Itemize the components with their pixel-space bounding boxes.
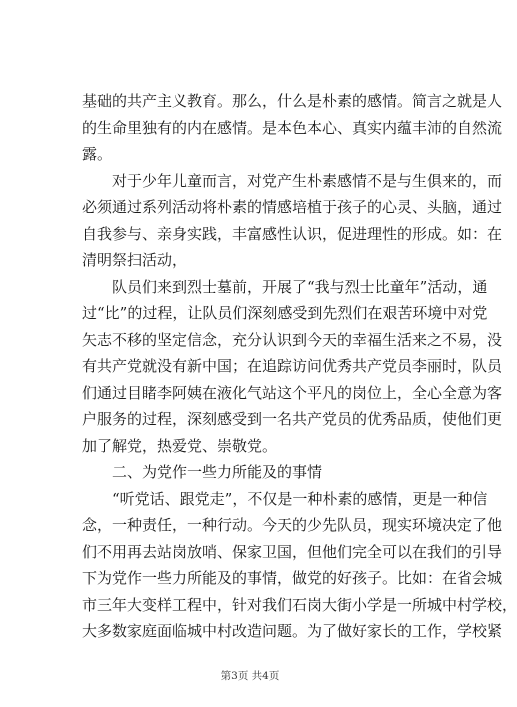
text-line: 露。 [82, 145, 113, 163]
document-body [82, 88, 517, 645]
text-line: 的生命里独有的内在感情。是本色本心、真实内蕴丰沛的自然流 [82, 118, 503, 137]
section-heading: 二、为党作一些力所能及的事情 [112, 463, 323, 481]
text-line: 念，一种责任，一种行动。今天的少先队员，现实环境决定了他 [82, 516, 503, 534]
paragraph-start-line: 对于少年儿童而言，对党产生朴素感情不是与生俱来的，而 [112, 171, 503, 190]
text-line: 大多数家庭面临城中村改造问题。为了做好家长的工作，学校紧 [82, 622, 503, 640]
paragraph-start-line: “听党话、跟党走”，不仅是一种朴素的感情，更是一种信 [112, 489, 488, 508]
text-line: 过“比”的过程，让队员们深刻感受到先烈们在艰苦环境中对党 [82, 304, 488, 322]
text-line: 必须通过系列活动将朴素的情感培植于孩子的心灵、头脑，通过 [82, 198, 503, 216]
text-line: 自我参与、亲身实践，丰富感性认识，促进理性的形成。如：在 [82, 224, 503, 243]
paragraph-start-line: 队员们来到烈士墓前，开展了“我与烈士比童年”活动，通 [112, 277, 488, 296]
text-line: 们不用再去站岗放哨、保家卫国，但他们完全可以在我们的引导 [82, 542, 503, 561]
page-footer: 第3页 共4页 [220, 670, 280, 682]
text-line: 户服务的过程，深刻感受到一名共产党员的优秀品质，使他们更 [82, 410, 503, 428]
text-line: 矢志不移的坚定信念，充分认识到今天的幸福生活来之不易，没 [82, 330, 503, 349]
text-line: 有共产党就没有新中国；在追踪访问优秀共产党员李丽时，队员 [82, 357, 503, 375]
text-line: 清明祭扫活动， [82, 251, 188, 269]
text-line: 加了解党，热爱党、崇敬党。 [82, 436, 278, 455]
text-line: 下为党作一些力所能及的事情，做党的好孩子。比如：在省会城 [82, 569, 503, 587]
text-line: 市三年大变样工程中，针对我们石岗大街小学是一所城中村学校， [82, 595, 517, 614]
text-line: 基础的共产主义教育。那么，什么是朴素的感情。简言之就是人 [82, 92, 503, 110]
text-line: 们通过目睹李阿姨在液化气站这个平凡的岗位上，全心全意为客 [82, 383, 503, 402]
